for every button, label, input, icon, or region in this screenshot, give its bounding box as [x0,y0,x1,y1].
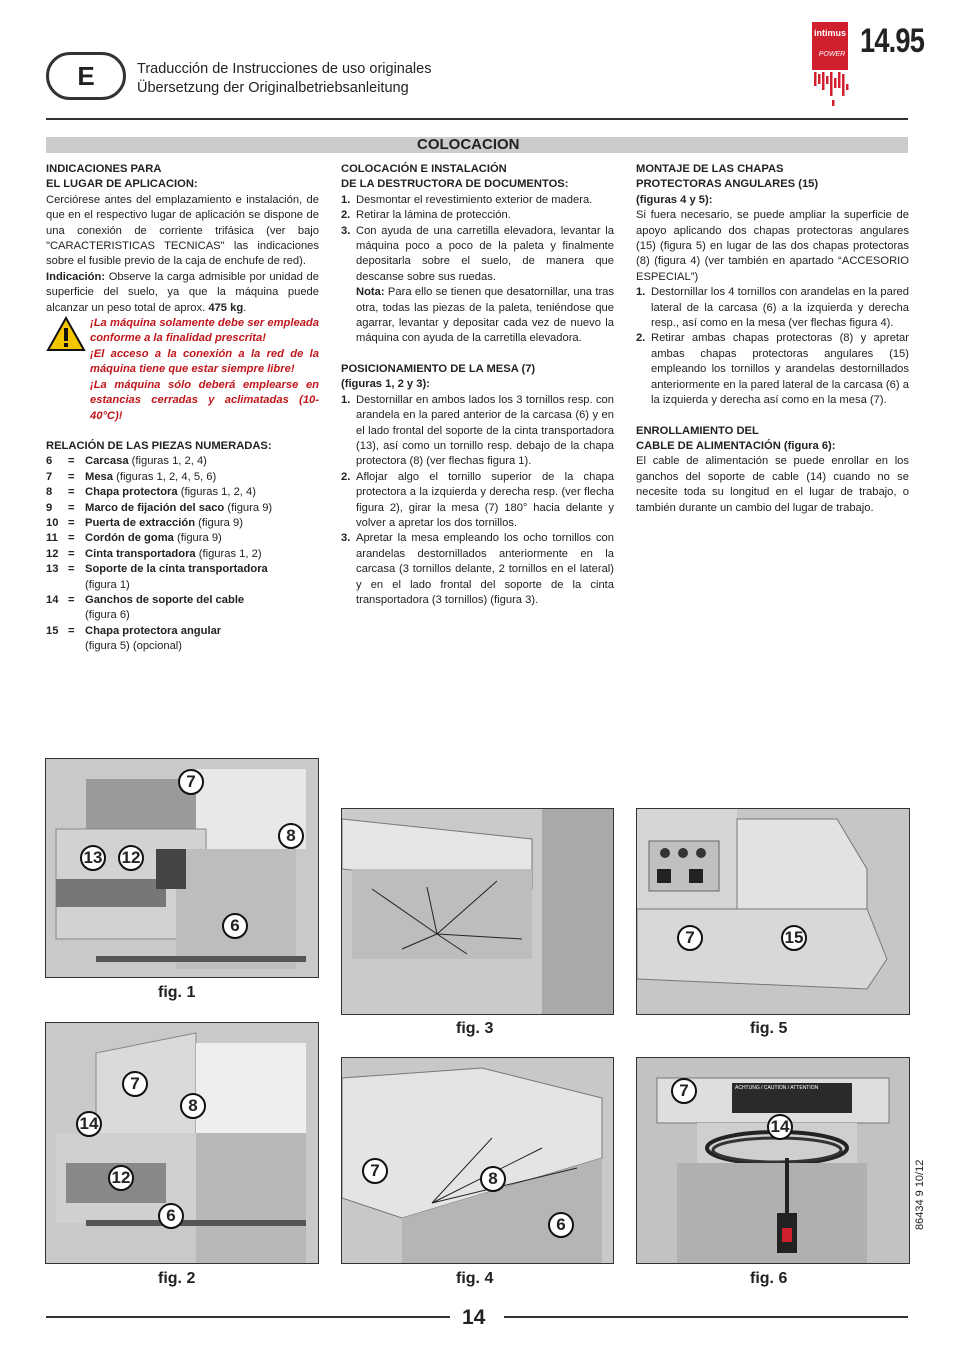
part-description: Puerta de extracción (figura 9) [85,516,243,529]
part-equals: = [68,516,75,529]
install-step-2: 2. Retirar la lámina de protección. [341,209,511,222]
col3-heading-1c: (figuras 4 y 5): [636,193,713,206]
col2-heading-2b: (figuras 1, 2 y 3): [341,378,430,391]
col3-paragraph-1: Si fuera necesario, se puede ampliar la superficie de apoyo aplicando dos chapas protectoras angulares (15) (figura 5) en lugar de las dos chapas protectoras (8) (figura 4) (ver también en apartado “ACCESORIO ESPECIAL”) [636,209,909,283]
indicacion-text: Observe la carga admisible por unidad de superficie del suelo, ya que la máquina puede alcanzar un peso total de aprox. [46,270,319,314]
part-number: 15 [46,624,59,637]
callout-13: 13 [80,845,106,871]
col3-heading-1b: PROTECTORAS ANGULARES (15) [636,178,819,191]
part-description: Chapa protectora angular (figura 5) (opcional) [85,624,222,653]
part-equals: = [68,563,75,576]
parts-list-item [46,454,319,469]
part-description: Cordón de goma (figura 9) [85,532,222,545]
part-equals: = [68,501,75,514]
table-step-3: 3. Apretar la mesa empleando los ocho tornillos con arandelas destornillados anteriormente en la carcasa (3 tornillos delante, 2 tornillos en el lateral) y en el lado frontal del soporte de la cinta transportadora (3 tornillos) (figura 3). [341,532,614,606]
part-description: Cinta transportadora (figuras 1, 2) [85,547,262,560]
parts-list-item [46,470,319,485]
part-equals: = [68,455,75,468]
col3-heading-1a: MONTAJE DE LAS CHAPAS [636,163,784,175]
callout-8: 8 [278,823,304,849]
page-number: 14 [462,1306,486,1329]
parts-list-item [46,547,319,562]
parts-list [46,454,319,654]
brand-text: intimus [813,28,847,38]
col1-paragraph-2 [46,270,319,316]
figure-2-photo [45,1022,319,1264]
footer-rule-right [504,1316,908,1318]
col2-heading-2: POSICIONAMIENTO DE LA MESA (7) [341,362,536,375]
callout-7: 7 [362,1158,388,1184]
indicacion-end: . [243,301,247,314]
install-note: Nota: Para ello se tienen que desatornillar, una tras otra, todas las piezas de la paleta, teniéndose que agarrar, levantar y depositar cada vez de nuevo la máquina con ayuda de la carretilla elevadora. [356,286,614,345]
warning-1: ¡La máquina solamente debe ser empleada conforme a la finalidad prescrita! [90,317,319,345]
col3-heading-2a: ENROLLAMIENTO DEL [636,424,759,437]
part-number: 7 [46,470,53,483]
warning-block [46,316,319,424]
col2-heading-1b: DE LA DESTRUCTORA DE DOCUMENTOS: [341,178,569,191]
table-step-2: 2. Aflojar algo el tornillo superior de la chapa protectora a la izquierda y derecha resp. (ver flecha figura 2), girar la mesa (7) 180° hacia delante y volver a apretar los dos tornillos. [341,470,614,529]
callout-6: 6 [158,1203,184,1229]
part-equals: = [68,547,75,560]
install-step-1: 1. Desmontar el revestimiento exterior de madera. [341,193,593,206]
figure-3-label: fig. 3 [456,1020,494,1037]
callout-6: 6 [548,1212,574,1238]
header-text [137,60,431,98]
part-equals: = [68,486,75,499]
part-number: 13 [46,563,59,576]
col3-paragraph-2: El cable de alimentación se puede enrollar en los ganchos del soporte de cable (14) cuando no se necesite toda su longitud en el lugar de trabajo, o también durante un cambio del lugar de trabajo. [636,455,909,514]
col1-heading-1a: INDICACIONES PARA [46,163,162,175]
figure-1-photo [45,758,319,978]
part-equals: = [68,470,75,483]
section-title: COLOCACION [417,136,520,153]
header-rule [46,118,908,120]
figure-1-label: fig. 1 [158,984,196,1001]
parts-list-item [46,562,319,593]
part-number: 12 [46,547,59,560]
figure-2-label: fig. 2 [158,1270,196,1287]
parts-list-item [46,501,319,516]
col1-heading-2: RELACIÓN DE LAS PIEZAS NUMERADAS: [46,439,272,452]
part-description: Chapa protectora (figuras 1, 2, 4) [85,486,256,499]
mount-step-2: 2. Retirar ambas chapas protectoras (8) y apretar ambas chapas protectoras angulares (15) empleando los tornillos y arandelas destornillados anteriormente en la pared lateral de la carcasa (6) a la izquierda y derecha así como en la mesa (7). [636,332,909,407]
install-step-3: 3. Con ayuda de una carretilla elevadora, levantar la máquina poco a poco de la paleta y finalmente depositarla sobre el suelo, de manera que descanse sobre sus ruedas. [341,224,614,283]
model-number: 14.95 [860,22,925,60]
figure-3-photo [341,808,614,1015]
figure-4-photo [341,1057,614,1264]
figure-4-label: fig. 4 [456,1270,494,1287]
intimus-logo [812,22,856,108]
part-description: Soporte de la cinta transportadora (figura 1) [85,563,268,591]
parts-list-item [46,485,319,500]
figure-5-label: fig. 5 [750,1020,788,1037]
callout-7: 7 [122,1071,148,1097]
part-number: 6 [46,455,53,468]
mount-step-1: 1. Destornillar los 4 tornillos con arandelas en la pared lateral de la carcasa (6) a la izquierda y derecha resp., así como en la mesa (ver flechas figura 4). [636,286,909,330]
callout-7: 7 [671,1078,697,1104]
parts-list-item [46,624,319,655]
brand-sub-text: POWER [818,51,846,58]
language-badge: E [46,52,126,100]
col2-heading-1a: COLOCACIÓN E INSTALACIÓN [341,163,507,175]
part-number: 11 [46,532,58,545]
callout-14: 14 [76,1111,102,1137]
callout-7: 7 [677,925,703,951]
column-2 [341,162,614,608]
part-number: 9 [46,501,53,514]
column-3 [636,162,909,516]
callout-12: 12 [108,1165,134,1191]
callout-7: 7 [178,769,204,795]
warning-3: ¡La máquina sólo deberá emplearse en estancias cerradas y aclimatadas (10-40°C)! [90,378,319,422]
callout-8: 8 [480,1166,506,1192]
table-step-1: 1. Destornillar en ambos lados los 3 tornillos resp. con arandela en la pared anterior de la carcasa (6) y en el lado frontal del soporte de la cinta transportadora (13), así como un tornillo resp. debajo de la chapa protectora (8) (ver flechas figura 1). [341,393,614,468]
footer-rule-left [46,1316,450,1318]
parts-list-item [46,531,319,546]
part-equals: = [68,593,75,606]
part-description: Marco de fijación del saco (figura 9) [85,501,273,514]
col1-heading-1b: EL LUGAR DE APLICACION: [46,178,198,191]
callout-15: 15 [781,925,807,951]
parts-list-item [46,593,319,624]
part-equals: = [68,532,75,545]
parts-list-item [46,516,319,531]
part-number: 8 [46,486,53,499]
figure-5-photo [636,808,910,1015]
indicacion-label: Indicación: [46,270,106,283]
part-number: 10 [46,516,59,529]
figure-6-photo [636,1057,910,1264]
header-line-1: Traducción de Instrucciones de uso originales [137,61,432,77]
warning-2: ¡El acceso a la conexión a la red de la máquina tiene que estar siempre libre! [90,347,319,376]
col3-heading-2b: CABLE DE ALIMENTACIÓN (figura 6): [636,439,836,452]
callout-8: 8 [180,1093,206,1119]
callout-12: 12 [118,845,144,871]
figure-6-label: fig. 6 [750,1270,788,1287]
header-line-2: Übersetzung der Originalbetriebsanleitung [137,80,409,96]
warning-icon [46,316,90,424]
col1-paragraph-1: Cerciórese antes del emplazamiento e instalación, de que en el respectivo lugar de aplicación se dispone de una conexión de corriente trifásica (ver bajo "CARACTERISTICAS TECNICAS" las indicaciones sobre el fusible previo de la caja de enchufe de red). [46,193,319,268]
callout-14: 14 [767,1114,793,1140]
part-description: Carcasa (figuras 1, 2, 4) [85,455,207,468]
weight-value: 475 kg [208,301,244,314]
callout-6: 6 [222,913,248,939]
column-1 [46,162,319,655]
part-number: 14 [46,593,59,606]
document-code: 86434 9 10/12 [914,1159,926,1230]
part-equals: = [68,624,75,637]
part-description: Mesa (figuras 1, 2, 4, 5, 6) [85,470,217,483]
part-description: Ganchos de soporte del cable (figura 6) [85,593,245,622]
panel-label: ACHTUNG / CAUTION / ATTENTION [735,1085,819,1091]
